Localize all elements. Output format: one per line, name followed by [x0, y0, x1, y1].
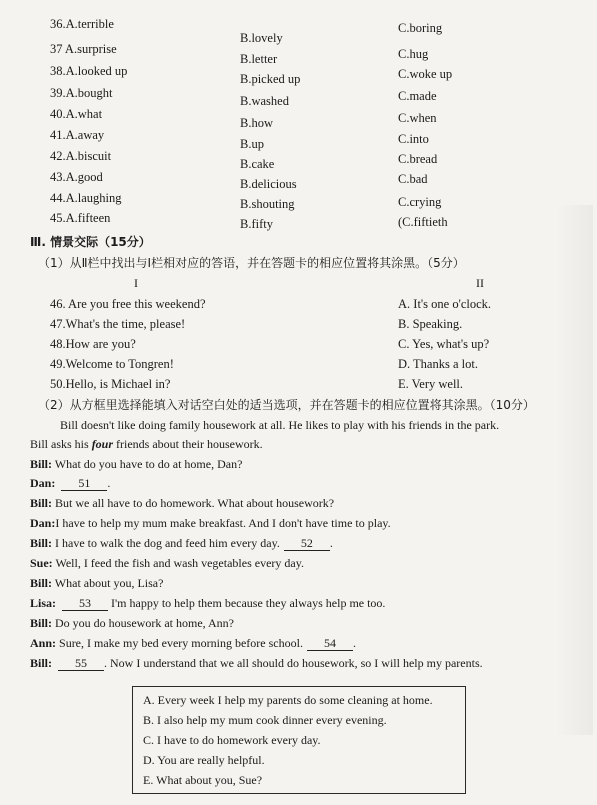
dialogue-line: Bill: 55 . Now I understand that we all should do housework, so I will help my parents.	[30, 656, 483, 670]
option-c: C.boring	[398, 21, 443, 35]
option-c: C.into	[398, 132, 429, 146]
option-a: 45.A.fifteen	[50, 211, 111, 225]
option-b: B.fifty	[240, 217, 273, 231]
option-b: B.shouting	[240, 197, 295, 211]
option-c: C.hug	[398, 47, 429, 61]
speaker: Bill:	[30, 457, 53, 471]
option-row	[0, 146, 597, 171]
matching-question: 48.How are you?	[50, 337, 136, 351]
option-c: C.when	[398, 111, 437, 125]
option-row	[0, 61, 597, 86]
choice-item: D. You are really helpful.	[143, 753, 265, 767]
option-row	[0, 14, 597, 45]
option-a: 37 A.surprise	[50, 42, 117, 56]
speaker: Bill:	[30, 496, 53, 510]
matching-answer: C. Yes, what's up?	[398, 337, 490, 351]
speaker: Bill:	[30, 536, 53, 550]
option-row	[0, 125, 597, 151]
option-a: 38.A.looked up	[50, 64, 128, 78]
option-b: B.washed	[240, 94, 289, 108]
matching-answer: B. Speaking.	[398, 317, 463, 331]
answer-blank-51: 51	[61, 476, 107, 491]
choice-item: C. I have to do homework every day.	[143, 733, 321, 747]
option-b: B.up	[240, 137, 264, 151]
answer-blank-55: 55	[58, 656, 104, 671]
answer-blank-52: 52	[284, 536, 330, 551]
option-a: 39.A.bought	[50, 86, 113, 100]
option-c: C.crying	[398, 195, 442, 209]
option-b: B.letter	[240, 52, 278, 66]
option-row	[0, 188, 597, 211]
matching-question: 50.Hello, is Michael in?	[50, 377, 171, 391]
intro-line: Bill doesn't like doing family housework at all. He likes to play with his friends in the park.	[60, 418, 500, 432]
speaker: Bill:	[30, 576, 53, 590]
speaker: Sue:	[30, 556, 53, 570]
option-a: 42.A.biscuit	[50, 149, 112, 163]
option-c: (C.fiftieth	[398, 215, 448, 229]
option-row	[0, 83, 597, 108]
option-c: C.made	[398, 89, 437, 103]
speaker: Ann:	[30, 636, 57, 650]
option-c: C.bread	[398, 152, 438, 166]
answer-blank-54: 54	[307, 636, 353, 651]
matching-question: 46. Are you free this weekend?	[50, 297, 206, 311]
option-b: B.picked up	[240, 72, 301, 86]
option-a: 44.A.laughing	[50, 191, 122, 205]
matching-answer: D. Thanks a lot.	[398, 357, 478, 371]
dialogue-line: Bill: Do you do housework at home, Ann?	[30, 616, 234, 630]
dialogue-line: Sue: Well, I feed the fish and wash vegetables every day.	[30, 556, 304, 570]
speaker: Dan:	[30, 476, 56, 490]
emphasis-word: four	[91, 437, 114, 451]
option-b: B.how	[240, 116, 273, 130]
option-b: B.lovely	[240, 31, 283, 45]
dialogue-line: Bill: But we all have to do homework. What about housework?	[30, 496, 335, 510]
matching-row	[0, 374, 597, 394]
dialogue-line: Ann: Sure, I make my bed every morning before school. 54 .	[30, 636, 356, 650]
option-c: C.woke up	[398, 67, 453, 81]
option-a: 36.A.terrible	[50, 17, 114, 31]
column-ii-header: II	[476, 276, 484, 290]
option-b: B.delicious	[240, 177, 297, 191]
answer-blank-53: 53	[62, 596, 108, 611]
matching-answer: E. Very well.	[398, 377, 464, 391]
dialogue-line: Dan:I have to help my mum make breakfast. And I don't have time to play.	[30, 516, 391, 530]
dialogue-line: Bill: What about you, Lisa?	[30, 576, 164, 590]
matching-row	[0, 314, 597, 334]
speaker: Dan:	[30, 516, 56, 530]
part1-instruction: （1）从Ⅱ栏中找出与Ⅰ栏相对应的答语，并在答题卡的相应位置将其涂黑。（5分）	[38, 256, 465, 270]
speaker: Bill:	[30, 616, 53, 630]
matching-answer: A. It's one o'clock.	[398, 297, 492, 311]
speaker: Lisa:	[30, 596, 57, 610]
option-row	[0, 104, 597, 130]
option-c: C.bad	[398, 172, 428, 186]
choice-item: B. I also help my mum cook dinner every evening.	[143, 713, 387, 727]
matching-row	[0, 334, 597, 354]
matching-question: 49.Welcome to Tongren!	[50, 357, 174, 371]
option-row	[0, 39, 597, 66]
matching-row	[0, 294, 597, 314]
option-row	[0, 167, 597, 191]
column-i-header: I	[134, 276, 138, 290]
intro-line: Bill asks his four friends about their housework.	[30, 437, 263, 451]
option-b: B.cake	[240, 157, 275, 171]
matching-row	[0, 354, 597, 374]
speaker: Bill:	[30, 656, 53, 670]
dialogue-line: Bill: I have to walk the dog and feed him every day. 52 .	[30, 536, 333, 550]
dialogue-line: Lisa: 53 I'm happy to help them because they always help me too.	[30, 596, 386, 610]
option-a: 41.A.away	[50, 128, 105, 142]
dialogue-line: Bill: What do you have to do at home, Dan?	[30, 457, 243, 471]
option-a: 43.A.good	[50, 170, 103, 184]
matching-question: 47.What's the time, please!	[50, 317, 186, 331]
dialogue-line: Dan: 51 .	[30, 476, 111, 490]
choice-item: A. Every week I help my parents do some cleaning at home.	[143, 693, 433, 707]
option-row	[0, 208, 597, 231]
option-a: 40.A.what	[50, 107, 103, 121]
choice-item: E. What about you, Sue?	[143, 773, 263, 787]
section-title: Ⅲ. 情景交际（15分）	[30, 235, 151, 249]
choices-box	[132, 686, 466, 794]
part2-instruction: （2）从方框里选择能填入对话空白处的适当选项，并在答题卡的相应位置将其涂黑。（10分）	[38, 398, 535, 412]
